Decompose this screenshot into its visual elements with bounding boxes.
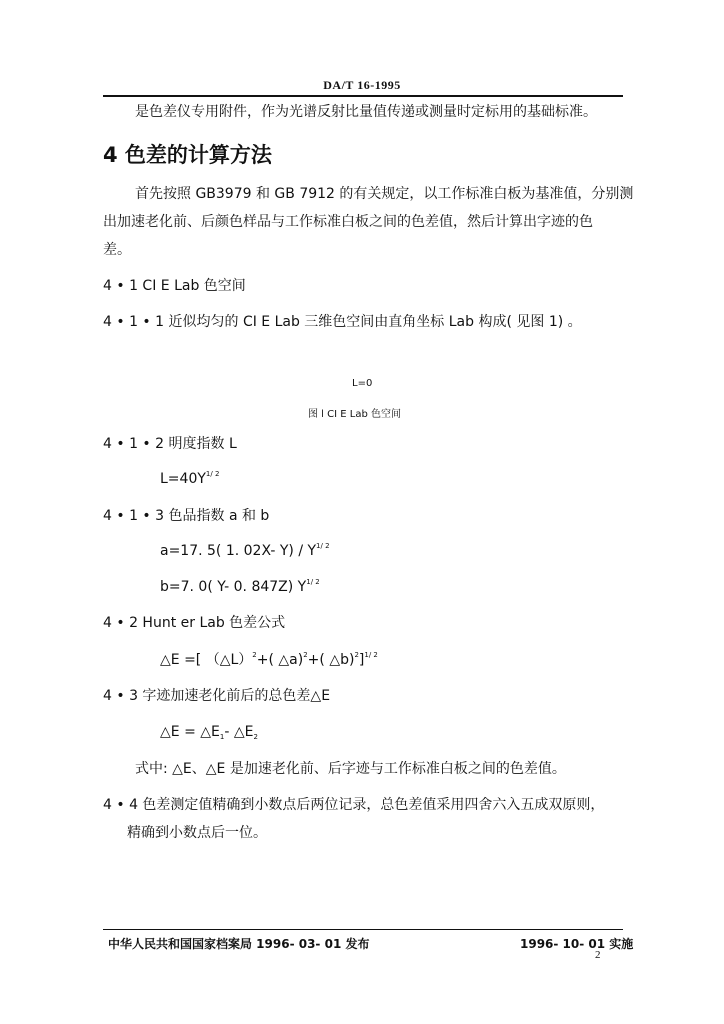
- formula-a: [160, 543, 330, 559]
- total-part-2: - △E: [224, 724, 254, 740]
- delta-e-part-2: +( △a): [256, 652, 304, 668]
- formula-b-main: b=7. 0( Y- 0. 847Z) Y: [160, 579, 307, 595]
- paragraph-line-2: 出加速老化前、后颜色样品与工作标准白板之间的色差值，然后计算出字迹的色: [103, 214, 593, 230]
- where-clause: 式中: △E、△E 是加速老化前、后字迹与工作标准白板之间的色差值。: [135, 761, 566, 777]
- delta-e-exp-1: 2: [252, 651, 257, 659]
- effective-date: 1996- 10- 01 实施: [520, 937, 634, 951]
- delta-e-exp-4: 1/ 2: [364, 651, 378, 659]
- formula-b-exponent: 1/ 2: [306, 578, 320, 586]
- header-rule: [103, 95, 623, 97]
- delta-e-exp-3: 2: [354, 651, 359, 659]
- footer-rule: [103, 929, 623, 930]
- subsection-4-2: 4 • 2 Hunt er Lab 色差公式: [103, 615, 286, 631]
- subsection-4-3: 4 • 3 字迹加速老化前后的总色差△E: [103, 688, 331, 704]
- subsection-4-4-line-1: 4 • 4 色差测定值精确到小数点后两位记录，总色差值采用四舍六入五成双原则，: [103, 797, 605, 813]
- issue-statement: 中华人民共和国国家档案局 1996- 03- 01 发布: [108, 937, 370, 951]
- delta-e-exp-2: 2: [303, 651, 308, 659]
- continuation-line: 是色差仪专用附件，作为光谱反射比量值传递或测量时定标用的基础标准。: [135, 104, 597, 120]
- formula-L-exponent: 1/ 2: [205, 470, 220, 478]
- formula-L-main: L=40Y: [160, 471, 206, 487]
- total-sub-2: 2: [253, 733, 258, 741]
- formula-a-exponent: 1/ 2: [316, 542, 330, 550]
- delta-e-part-1: △E =[ （△L）: [160, 652, 253, 668]
- figure-caption: 图 l CI E Lab 色空间: [308, 409, 401, 420]
- formula-total-delta-e: [160, 724, 258, 740]
- paragraph-line-1: 首先按照 GB3979 和 GB 7912 的有关规定，以工作标准白板为基准值，分别测: [135, 186, 634, 202]
- subsection-4-1-1: 4 • 1 • 1 近似均匀的 CI E Lab 三维色空间由直角坐标 Lab 构成( 见图 1) 。: [103, 314, 582, 330]
- page-number: 2: [595, 949, 601, 961]
- formula-L: [160, 471, 219, 487]
- formula-a-main: a=17. 5( 1. 02X- Y) / Y: [160, 543, 317, 559]
- delta-e-part-4: ]: [358, 652, 365, 668]
- total-part-1: △E = △E: [160, 724, 220, 740]
- formula-delta-e: [160, 652, 378, 668]
- total-sub-1: 1: [219, 733, 225, 741]
- document-code-header: DA/T 16-1995: [323, 78, 401, 92]
- paragraph-line-3: 差。: [103, 242, 131, 258]
- formula-b: [160, 579, 320, 595]
- figure-label: L=0: [352, 378, 373, 389]
- subsection-4-1-3: 4 • 1 • 3 色品指数 a 和 b: [103, 508, 270, 524]
- section-heading: 4 色差的计算方法: [103, 143, 272, 167]
- subsection-4-1-2: 4 • 1 • 2 明度指数 L: [103, 436, 237, 452]
- delta-e-part-3: +( △b): [307, 652, 355, 668]
- subsection-4-1: 4 • 1 CI E Lab 色空间: [103, 278, 246, 294]
- subsection-4-4-line-2: 精确到小数点后一位。: [127, 825, 267, 841]
